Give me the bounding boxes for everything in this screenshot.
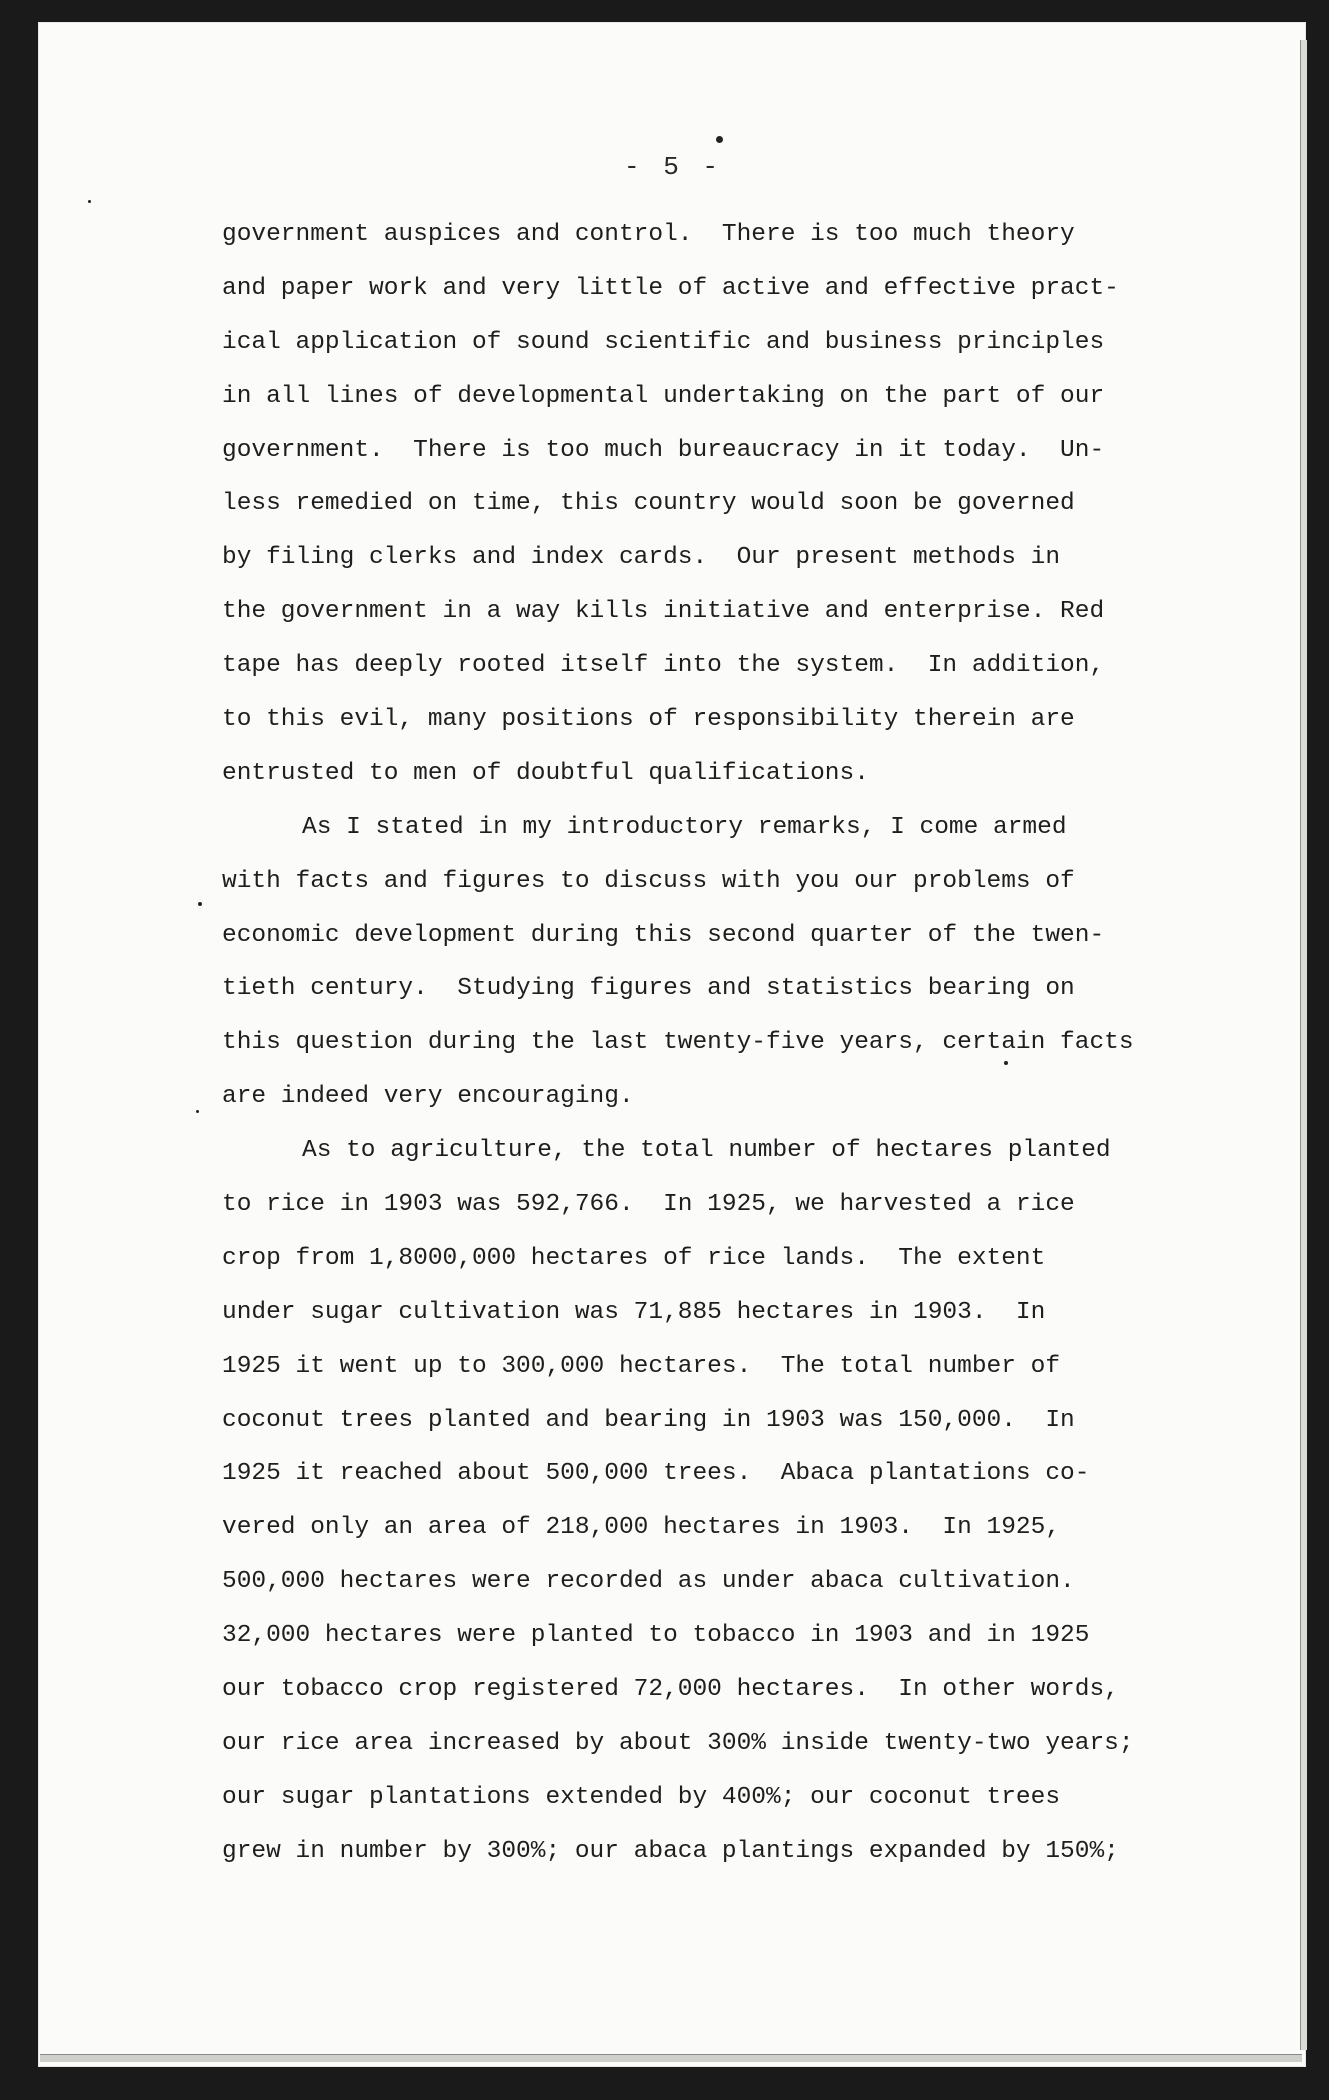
text-line: with facts and figures to discuss with you our problems of [222, 867, 1075, 895]
page-edge-bottom [40, 2054, 1302, 2062]
text-line: 1925 it went up to 300,000 hectares. The total number of [222, 1352, 1061, 1380]
text-line: the government in a way kills initiative and enterprise. Red [222, 598, 1105, 626]
text-line: tieth century. Studying figures and statistics bearing on [222, 975, 1075, 1003]
text-line: in all lines of developmental undertaking on the part of our [222, 382, 1105, 410]
text-line: coconut trees planted and bearing in 1903 was 150,000. In [222, 1406, 1075, 1434]
text-line: this question during the last twenty-five years, certain facts [222, 1029, 1134, 1057]
text-line: less remedied on time, this country would soon be governed [222, 490, 1075, 518]
text-line: 32,000 hectares were planted to tobacco in 1903 and in 1925 [222, 1622, 1090, 1650]
text-line: vered only an area of 218,000 hectares in 1903. In 1925, [222, 1514, 1061, 1542]
text-line: crop from 1,8000,000 hectares of rice lands. The extent [222, 1244, 1046, 1272]
text-line: government auspices and control. There is too much theory [222, 221, 1075, 248]
text-line: entrusted to men of doubtful qualifications. [222, 759, 869, 787]
text-line: ical application of sound scientific and business principles [222, 328, 1105, 356]
text-line: and paper work and very little of active and effective pract- [222, 274, 1119, 302]
text-line: government. There is too much bureaucracy in it today. Un- [222, 436, 1105, 464]
ink-speck [88, 200, 91, 203]
text-line: As I stated in my introductory remarks, I come armed [302, 813, 1067, 841]
text-line: to rice in 1903 was 592,766. In 1925, we harvested a rice [222, 1191, 1075, 1219]
text-line: our sugar plantations extended by 400%; our coconut trees [222, 1783, 1061, 1811]
text-line: by filing clerks and index cards. Our present methods in [222, 544, 1061, 572]
ink-speck [198, 902, 202, 906]
text-line: As to agriculture, the total number of hectares planted [302, 1137, 1111, 1165]
page-edge-right [1300, 40, 1307, 2050]
text-line: our rice area increased by about 300% inside twenty-two years; [222, 1729, 1134, 1757]
text-line: 500,000 hectares were recorded as under abaca cultivation. [222, 1568, 1075, 1596]
text-line: economic development during this second quarter of the twen- [222, 921, 1105, 949]
text-line: are indeed very encouraging. [222, 1083, 634, 1111]
text-line: to this evil, many positions of responsibility therein are [222, 706, 1075, 734]
text-line: our tobacco crop registered 72,000 hectares. In other words, [222, 1676, 1119, 1704]
text-line: grew in number by 300%; our abaca plantings expanded by 150%; [222, 1837, 1119, 1865]
page-number: - 5 - [624, 152, 723, 182]
ink-speck [196, 1110, 199, 1113]
body-text [222, 208, 1192, 1879]
text-line: 1925 it reached about 500,000 trees. Abaca plantations co- [222, 1460, 1090, 1488]
text-line: under sugar cultivation was 71,885 hectares in 1903. In [222, 1298, 1046, 1326]
ink-speck [716, 136, 723, 143]
text-line: tape has deeply rooted itself into the system. In addition, [222, 652, 1105, 680]
